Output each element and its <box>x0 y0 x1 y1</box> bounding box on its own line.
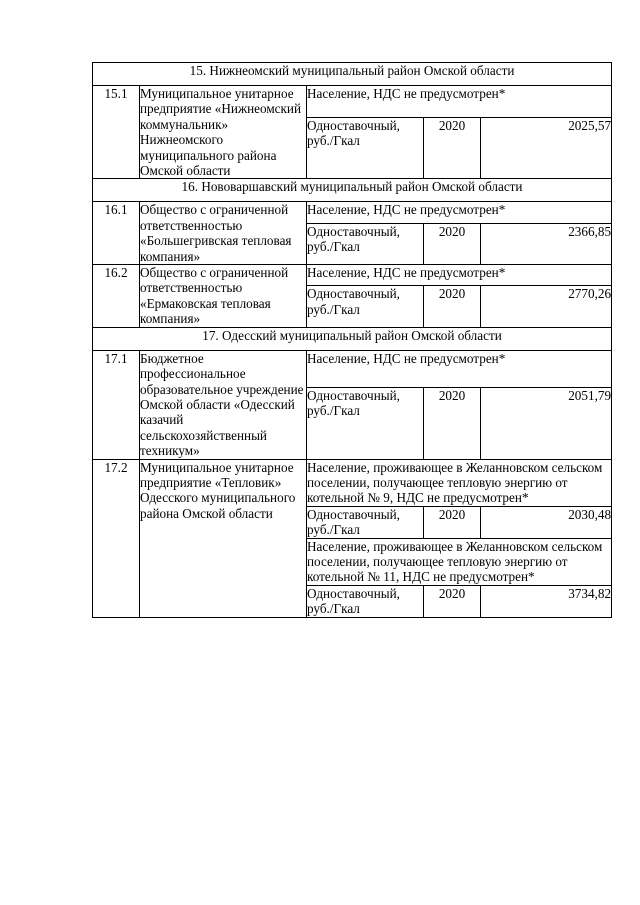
tariff-year: 2020 <box>424 387 481 459</box>
region-header-row <box>93 63 612 86</box>
tariff-year: 2020 <box>424 506 481 538</box>
rate-type: Одноставочный, руб./Гкал <box>307 286 424 327</box>
tariff-year: 2020 <box>424 286 481 327</box>
entry-number: 16.2 <box>93 265 140 328</box>
tariff-year: 2020 <box>424 223 481 264</box>
consumer-category: Население, проживающее в Желанновском сельском поселении, получающее тепловую энергию от котельной № 9, НДС не предусмотрен* <box>307 459 612 506</box>
organization-name: Муниципальное унитарное предприятие «Тепловик» Одесского муниципального района Омской области <box>140 459 307 617</box>
consumer-category: Население, НДС не предусмотрен* <box>307 86 612 118</box>
region-header-row <box>93 327 612 350</box>
tariff-value: 2051,79 <box>481 387 612 459</box>
consumer-row <box>93 86 612 118</box>
region-header-row <box>93 179 612 202</box>
consumer-category: Население, НДС не предусмотрен* <box>307 265 612 286</box>
rate-type: Одноставочный, руб./Гкал <box>307 117 424 179</box>
tariff-value: 3734,82 <box>481 585 612 617</box>
rate-type: Одноставочный, руб./Гкал <box>307 223 424 264</box>
region-title: 16. Нововаршавский муниципальный район Омской области <box>93 179 612 202</box>
organization-name: Общество с ограниченной ответственностью «Большегривская тепловая компания» <box>140 202 307 265</box>
tariff-value: 2030,48 <box>481 506 612 538</box>
tariff-value: 2025,57 <box>481 117 612 179</box>
entry-number: 17.2 <box>93 459 140 617</box>
consumer-category: Население, НДС не предусмотрен* <box>307 202 612 223</box>
tariff-year: 2020 <box>424 117 481 179</box>
consumer-category: Население, проживающее в Желанновском сельском поселении, получающее тепловую энергию от котельной № 11, НДС не предусмотрен* <box>307 538 612 585</box>
tariff-value: 2366,85 <box>481 223 612 264</box>
tariff-year: 2020 <box>424 585 481 617</box>
rate-type: Одноставочный, руб./Гкал <box>307 506 424 538</box>
tariff-value: 2770,26 <box>481 286 612 327</box>
rate-type: Одноставочный, руб./Гкал <box>307 387 424 459</box>
entry-number: 16.1 <box>93 202 140 265</box>
tariff-table <box>92 62 612 618</box>
entry-number: 15.1 <box>93 86 140 179</box>
rate-type: Одноставочный, руб./Гкал <box>307 585 424 617</box>
organization-name: Бюджетное профессиональное образовательное учреждение Омской области «Одесский казачий сельскохозяйственный техникум» <box>140 350 307 459</box>
consumer-row <box>93 265 612 286</box>
region-title: 15. Нижнеомский муниципальный район Омской области <box>93 63 612 86</box>
consumer-row <box>93 202 612 223</box>
entry-number: 17.1 <box>93 350 140 459</box>
consumer-row <box>93 459 612 506</box>
organization-name: Муниципальное унитарное предприятие «Нижнеомский коммунальник» Нижнеомского муниципального района Омской области <box>140 86 307 179</box>
organization-name: Общество с ограниченной ответственностью «Ермаковская тепловая компания» <box>140 265 307 328</box>
consumer-row <box>93 350 612 387</box>
tariff-table-body <box>93 63 612 618</box>
region-title: 17. Одесский муниципальный район Омской области <box>93 327 612 350</box>
consumer-category: Население, НДС не предусмотрен* <box>307 350 612 387</box>
